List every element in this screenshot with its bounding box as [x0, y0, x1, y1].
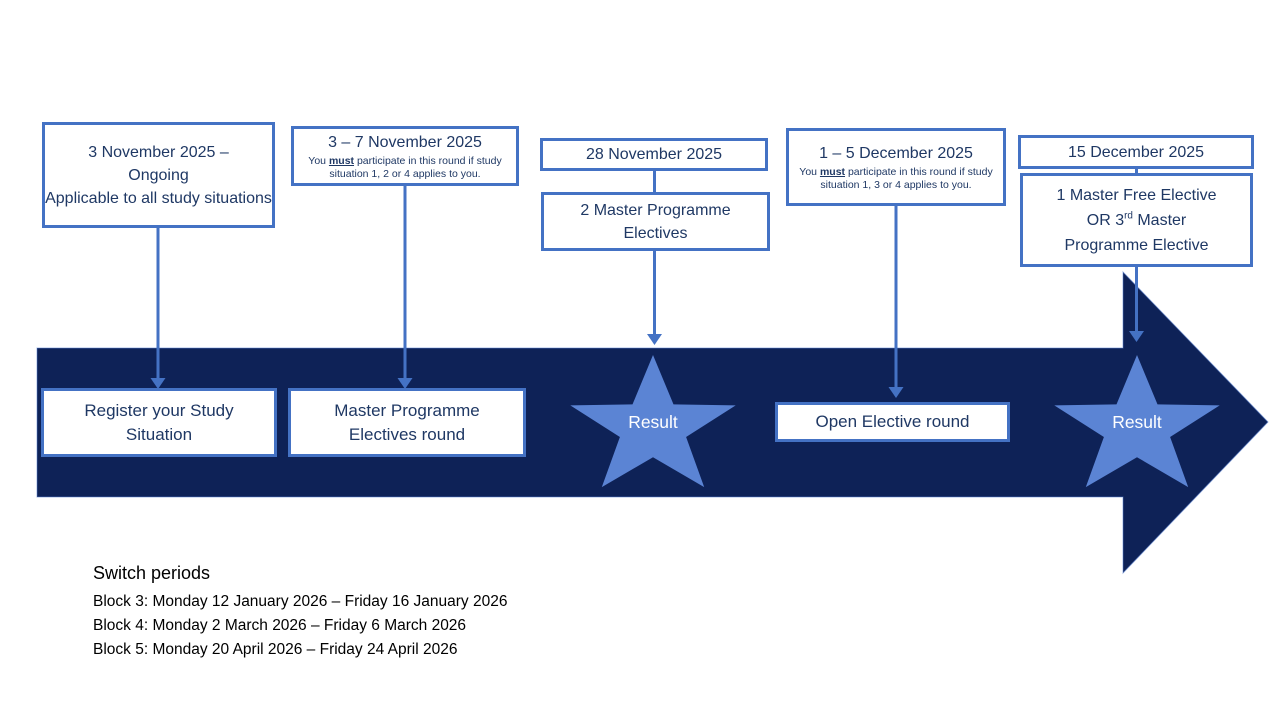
- date-box-mpe-result-text: 28 November 2025: [585, 146, 723, 163]
- period-box-mpe-title: 3 – 7 November 2025: [328, 133, 482, 151]
- outcome-box-open-result: [1020, 173, 1253, 267]
- step-box-open-elective-round: [775, 402, 1010, 442]
- step-box-mpe-text: Master Programme Electives round: [334, 400, 480, 444]
- period-box-mpe-round: [291, 126, 519, 186]
- connector-mpe-result-arrowhead-icon: [647, 334, 662, 345]
- outcome-box-mpe-result: [541, 192, 770, 251]
- period-box-register-line2: Ongoing: [128, 166, 189, 184]
- date-box-open-result-text: 15 December 2025: [1067, 143, 1205, 161]
- period-box-register-subtitle: Applicable to all study situations: [45, 189, 272, 207]
- switch-period-item-block3: Block 3: Monday 12 January 2026 – Friday 16 January 2026: [93, 593, 508, 610]
- step-box-register-text: Register your Study Situation: [84, 400, 234, 444]
- switch-periods-heading: Switch periods: [93, 563, 211, 583]
- date-box-open-result: [1018, 135, 1254, 169]
- step-box-open-text: Open Elective round: [815, 412, 970, 431]
- result-label-2: Result: [1112, 412, 1162, 432]
- outcome-open-line1: 1 Master Free Elective: [1056, 186, 1217, 204]
- outcome-open-line3: Programme Elective: [1064, 236, 1209, 254]
- result-label-1: Result: [628, 412, 678, 432]
- period-box-open-title: 1 – 5 December 2025: [819, 144, 973, 162]
- period-box-register: [42, 122, 275, 228]
- period-box-mpe-note: You must participate in this round if study situation 1, 2 or 4 applies to you.: [308, 154, 502, 180]
- step-box-register-study-situation: [41, 388, 277, 457]
- period-box-register-line1: 3 November 2025 –: [88, 143, 229, 161]
- switch-periods-section: [93, 561, 507, 662]
- outcome-open-line2: OR 3rd Master: [1086, 210, 1187, 229]
- outcome-box-mpe-result-text: 2 Master Programme Electives: [580, 201, 731, 242]
- step-box-mpe-round: [288, 388, 526, 457]
- switch-period-item-block5: Block 5: Monday 20 April 2026 – Friday 24 April 2026: [93, 641, 458, 658]
- switch-period-item-block4: Block 4: Monday 2 March 2026 – Friday 6 March 2026: [93, 617, 467, 634]
- period-box-open-round: [786, 128, 1006, 206]
- date-box-mpe-result: [540, 138, 768, 171]
- period-box-open-note: You must participate in this round if study situation 1, 3 or 4 applies to you.: [799, 165, 993, 191]
